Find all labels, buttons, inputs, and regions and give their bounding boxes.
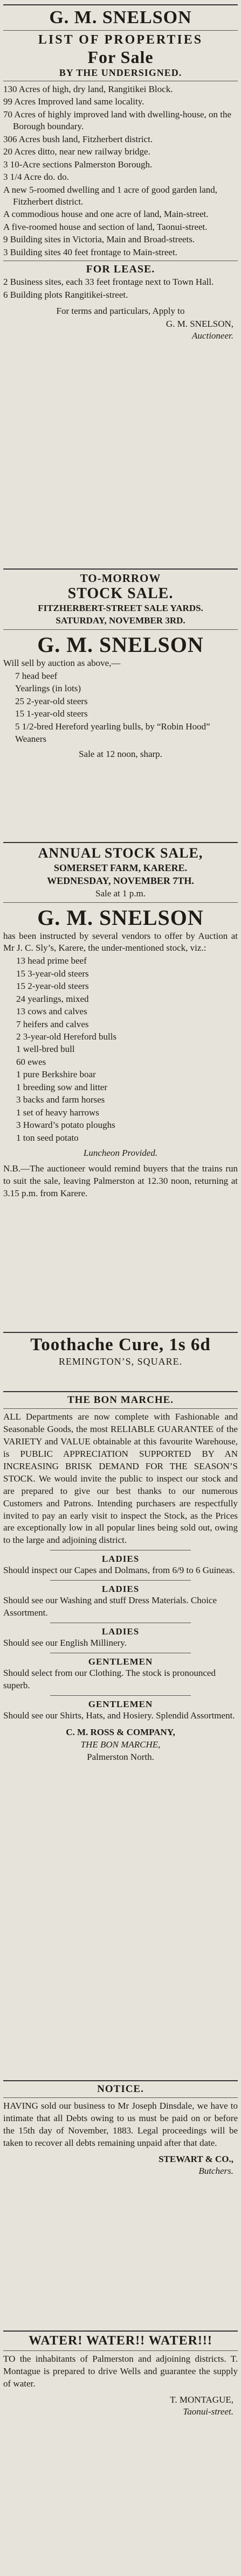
rule [50,1695,191,1696]
ad-heading: WATER! WATER!! WATER!!! [29,2334,212,2348]
sale-intro: has been instructed by several vendors to offer by Auction at Mr J. C. Sly’s, Karere, the under-mentioned stock, viz.: [3,930,238,953]
top-rule [3,2331,238,2332]
annual-stock-sale-ad [3,840,238,1327]
ad-body: ALL Departments are now complete with Fashionable and Seasonable Goods, the most RELIABLE GUARANTEE of the VARIETY and VALUE obtainable at this favourite Warehouse, is PUBLIC APPRECIATION SUPPORTED BY AN INCREASING BRISK DEMAND FOR THE SEASON’S STOCK. We would invite the public to inspect our stock and are prepared to give our best thanks to our numerous Customers and Patrons. Intending purchasers are respectfully invited to pay an early visit to inspect the Stock, as the Prices are exceptionally low in all popular lines being sold out, owing to the large and adjoining district. [3,1412,238,1546]
list-item: 25 2-year-old steers [15,696,88,706]
list-item: 3 Building sites 40 feet frontage to Main-street. [3,247,177,257]
top-rule [3,1332,238,1333]
list-item: 15 1-year-old steers [15,708,88,719]
top-rule [3,2080,238,2081]
list-item: 3 10-Acre sections Palmerston Borough. [3,159,153,170]
section-title: LADIES [101,1584,140,1595]
lease-heading: FOR LEASE. [86,263,155,276]
section-text: Should see our English Millinery. [3,1638,127,1648]
top-rule [3,568,238,570]
rule [3,2350,238,2351]
rule [3,1408,238,1409]
list-item: 2 3-year-old Hereford bulls [16,1031,117,1042]
nb-note: N.B.—The auctioneer would remind buyers that the trains run to suit the sale, leaving Palmerston at 12.30 noon, returning at 3.15 p.m. from Karere. [3,1163,238,1198]
signature-name: G. M. SNELSON, [166,318,233,329]
rule [3,30,238,31]
top-rule [3,1391,238,1392]
list-item: 1 set of heavy harrows [16,1107,99,1118]
sale-date: SATURDAY, NOVEMBER 3RD. [56,615,185,626]
stock-list [16,955,238,1144]
section-title: GENTLEMEN [88,1656,153,1667]
sale-place: SOMERSET FARM, KARERE. [53,862,188,873]
section-title: GENTLEMEN [88,1698,153,1709]
signature-title: Auctioneer. [192,330,233,341]
water-ad [3,2328,238,2573]
ad-subhead: For Sale [87,47,154,67]
firm-trade: Butchers. [198,2165,233,2176]
list-item: 15 3-year-old steers [16,968,89,979]
snelson-property-ad [3,2,238,565]
list-item: 15 2-year-old steers [16,981,89,992]
section-text: Should select from our Clothing. The stock is pronounced superb. [3,1668,216,1690]
top-rule [3,4,238,5]
list-item: 5 1/2-bred Hereford yearling bulls, by “Robin Hood” [15,721,210,732]
list-item: 13 cows and calves [16,1006,87,1017]
list-item: 1 ton seed potato [16,1132,79,1143]
list-item: 3 backs and farm horses [16,1094,105,1105]
list-item: Weaners [15,734,47,744]
ad-address: REMINGTON’S, SQUARE. [58,1356,183,1367]
ad-body: HAVING sold our business to Mr Joseph Dinsdale, we have to intimate that all Debts owing to us must be paid on or before the 15th day of November, 1883. Legal proceedings will be taken to recover all debts remaining unpaid after that date. [3,2101,238,2148]
section-text: Should inspect our Capes and Dolmans, from 6/9 to 6 Guineas. [3,1565,235,1576]
firm-name: STEWART & CO., [159,2153,233,2164]
section-text: Should see our Washing and stuff Dress Materials. Choice Assortment. [3,1595,217,1618]
sale-place: FITZHERBERT-STREET SALE YARDS. [38,603,203,613]
list-item: 70 Acres of highly improved land with dwelling-house, on the Borough boundary. [3,109,232,132]
sale-intro: Will sell by auction as above,— [3,657,121,668]
list-item: 6 Building plots Rangitikei-street. [3,289,128,300]
property-list [3,83,238,258]
ad-by-line: BY THE UNDERSIGNED. [59,67,182,78]
list-item: 2 Business sites, each 33 feet frontage next to Town Hall. [3,277,214,287]
firm-name: C. M. ROSS & COMPANY, [66,1726,175,1737]
stock-list [15,670,238,746]
notice-ad [3,2078,238,2326]
ad-name: G. M. SNELSON [37,632,204,657]
list-item: 1 breeding sow and litter [16,1082,108,1092]
list-item: 9 Building sites in Victoria, Main and Broad-streets. [3,234,195,245]
section-title: LADIES [101,1554,140,1564]
ad-heading: THE BON MARCHE. [67,1394,174,1406]
list-item: 3 Howard’s potato ploughs [16,1120,115,1131]
ad-footer: Sale at 12 noon, sharp. [79,749,162,760]
rule [3,2097,238,2098]
list-item: A commodious house and one acre of land, Main-street. [3,209,209,220]
bon-marche-ad [3,1389,238,2075]
list-item: 20 Acres ditto, near new railway bridge. [3,146,150,157]
ad-name: G. M. SNELSON [49,8,192,27]
rule [3,629,238,630]
sale-time: Sale at 1 p.m. [95,888,146,899]
ad-heading: ANNUAL STOCK SALE, [38,845,203,861]
ad-name: G. M. SNELSON [37,905,204,930]
signature-name: T. MONTAGUE, [170,2394,233,2405]
store-name: THE BON MARCHE, [80,1739,161,1750]
rule [50,1580,191,1581]
list-item: 7 heifers and calves [16,1019,89,1029]
list-item: 3 1/4 Acre do. do. [3,172,69,183]
list-item: 13 head prime beef [16,956,87,966]
ad-title: STOCK SALE. [67,585,174,602]
list-item: 24 yearlings, mixed [16,993,89,1004]
sale-date: WEDNESDAY, NOVEMBER 7TH. [47,875,194,887]
list-item: Yearlings (in lots) [15,683,81,694]
ad-heading: TO-MORROW [80,572,161,585]
list-item: A five-roomed house and section of land, Taonui-street. [3,221,208,232]
section-title: LADIES [101,1626,140,1637]
list-item: 60 ewes [16,1056,46,1067]
toothache-cure-ad [3,1330,238,1388]
luncheon-note: Luncheon Provided. [83,1147,158,1158]
lease-list [3,276,238,301]
ad-footer: For terms and particulars, Apply to [56,306,185,316]
list-item: 7 head beef [15,670,58,681]
newspaper-column [3,0,238,2576]
rule [3,902,238,903]
list-item: 1 pure Berkshire boar [16,1069,96,1080]
list-item: 99 Acres Improved land same locality. [3,96,144,107]
ad-heading: NOTICE. [97,2083,144,2095]
list-item: 306 Acres bush land, Fitzherbert district. [3,134,153,144]
stock-sale-ad [3,566,238,838]
ad-heading: LIST OF PROPERTIES [38,33,203,47]
top-rule [3,842,238,843]
section-text: Should see our Shirts, Hats, and Hosiery. Splendid Assortment. [3,1710,235,1721]
list-item: A new 5-roomed dwelling and 1 acre of good garden land, Fitzherbert district. [3,184,218,207]
signature-street: Taonui-street. [183,2406,233,2417]
list-item: 1 well-bred bull [16,1044,75,1055]
ad-body: TO the inhabitants of Palmerston and adjoining districts. T. Montague is prepared to drive Wells and guarantee the supply of water. [3,2354,238,2389]
store-town: Palmerston North. [87,1751,154,1762]
list-item: 130 Acres of high, dry land, Rangitikei Block. [3,84,173,94]
ad-heading: Toothache Cure, 1s 6d [30,1335,211,1354]
